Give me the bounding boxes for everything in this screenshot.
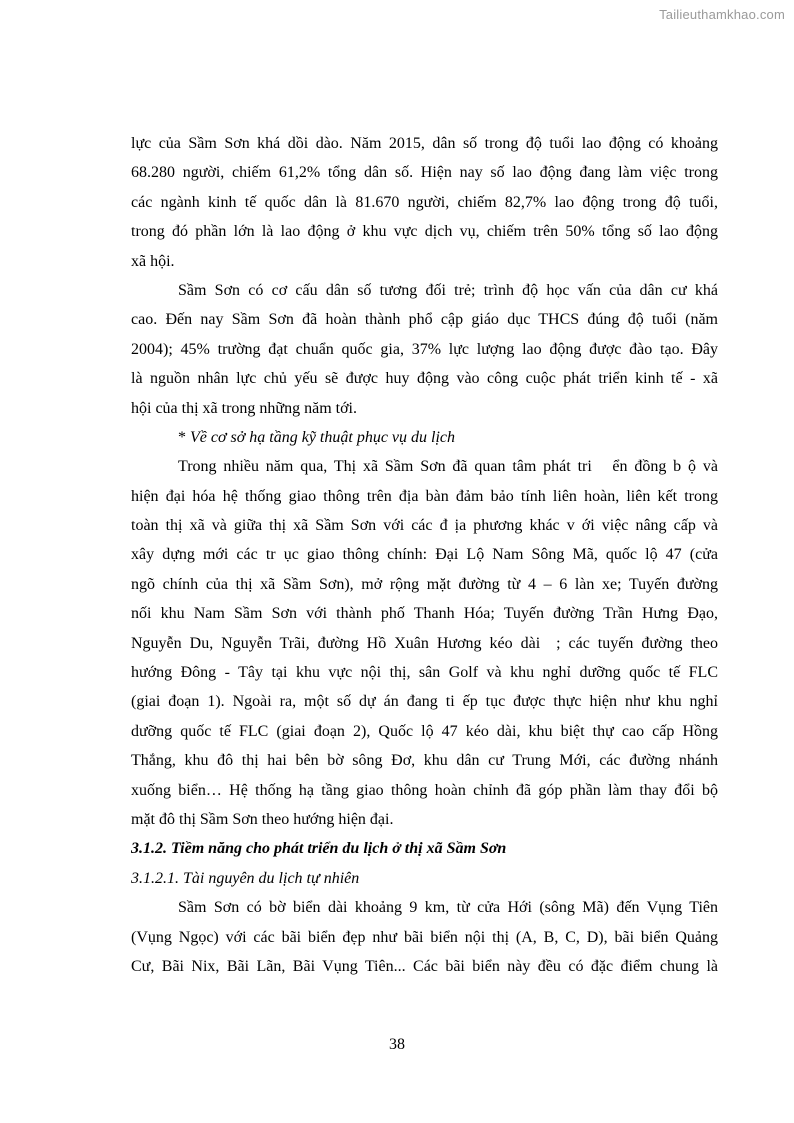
document-body <box>131 129 718 981</box>
text-line: Nguyễn Du, Nguyễn Trãi, đường Hồ Xuân Hương kéo dài ; các tuyến đường theo <box>131 634 718 652</box>
text-line: toàn thị xã và giữa thị xã Sầm Sơn với các đ ịa phương khác v ới việc nâng cấp và <box>131 517 718 535</box>
bullet-marker: * <box>178 428 190 446</box>
text-line: dưỡng quốc tế FLC (giai đoạn 2), Quốc lộ 47 kéo dài, khu biệt thự cao cấp Hồng <box>131 722 718 740</box>
text-line: 2004); 45% trường đạt chuẩn quốc gia, 37% lực lượng lao động được đào tạo. Đây <box>131 340 718 358</box>
subsection-heading: 3.1.2.1. Tài nguyên du lịch tự nhiên <box>131 869 360 887</box>
text-line: Cư, Bãi Nix, Bãi Lãn, Bãi Vụng Tiên... Các bãi biển này đều có đặc điểm chung là <box>131 957 718 975</box>
paragraph-population <box>131 276 718 423</box>
text-line: 68.280 người, chiếm 61,2% tổng dân số. Hiện nay số lao động đang làm việc trong <box>131 164 718 182</box>
text-line: xây dựng mới các tr ục giao thông chính: Đại Lộ Nam Sông Mã, quốc lộ 47 (cửa <box>131 546 718 564</box>
paragraph-labor <box>131 129 718 276</box>
text-line: là nguồn nhân lực chủ yếu sẽ được huy động vào công cuộc phát triển kinh tế - xã <box>131 370 718 388</box>
text-line: (Vụng Ngọc) với các bãi biển đẹp như bãi biển nội thị (A, B, C, D), bãi biển Quảng <box>131 928 718 946</box>
text-line: cao. Đến nay Sầm Sơn đã hoàn thành phổ cập giáo dục THCS đúng độ tuổi (năm <box>131 311 718 329</box>
text-line: Thắng, khu đô thị hai bên bờ sông Đơ, khu dân cư Trung Mới, các đường nhánh <box>131 752 718 770</box>
paragraph-natural-resources <box>131 893 718 981</box>
bullet-heading-text: Về cơ sở hạ tầng kỹ thuật phục vụ du lịch <box>190 428 456 446</box>
text-line: ngõ chính của thị xã Sầm Sơn), mở rộng mặt đường từ 4 – 6 làn xe; Tuyến đường <box>131 575 718 593</box>
text-line: (giai đoạn 1). Ngoài ra, một số dự án đang ti ếp tục được thực hiện như khu nghỉ <box>131 693 718 711</box>
text-line: xã hội. <box>131 252 175 270</box>
bullet-heading <box>131 423 718 452</box>
text-line: nối khu Nam Sầm Sơn với thành phố Thanh Hóa; Tuyến đường Trần Hưng Đạo, <box>131 605 718 623</box>
text-line: mặt đô thị Sầm Sơn theo hướng hiện đại. <box>131 810 394 828</box>
text-line: xuống biển… Hệ thống hạ tầng giao thông hoàn chỉnh đã góp phần làm thay đổi bộ <box>131 781 718 799</box>
text-line: lực của Sầm Sơn khá dồi dào. Năm 2015, dân số trong độ tuổi lao động có khoảng <box>131 135 718 152</box>
section-heading: 3.1.2. Tiềm năng cho phát triển du lịch ở thị xã Sầm Sơn <box>131 840 507 858</box>
watermark: Tailieuthamkhao.com <box>659 7 785 22</box>
text-line: Sầm Sơn có cơ cấu dân số tương đối trẻ; trình độ học vấn của dân cư khá <box>178 281 718 299</box>
paragraph-infrastructure <box>131 452 718 834</box>
text-line: hướng Đông - Tây tại khu vực nội thị, sân Golf và khu nghỉ dưỡng quốc tế FLC <box>131 664 718 682</box>
text-line: các ngành kinh tế quốc dân là 81.670 người, chiếm 82,7% lao động trong độ tuổi, <box>131 193 718 211</box>
text-line: trong đó phần lớn là lao động ở khu vực dịch vụ, chiếm trên 50% tổng số lao động <box>131 223 718 241</box>
page-number: 38 <box>389 1036 405 1053</box>
text-line: Sầm Sơn có bờ biển dài khoảng 9 km, từ cửa Hới (sông Mã) đến Vụng Tiên <box>178 899 718 917</box>
text-line: Trong nhiều năm qua, Thị xã Sầm Sơn đã quan tâm phát tri ển đồng b ộ và <box>178 458 718 476</box>
text-line: hiện đại hóa hệ thống giao thông trên địa bàn đảm bảo tính liên hoàn, liên kết trong <box>131 487 718 505</box>
text-line: hội của thị xã trong những năm tới. <box>131 399 357 417</box>
